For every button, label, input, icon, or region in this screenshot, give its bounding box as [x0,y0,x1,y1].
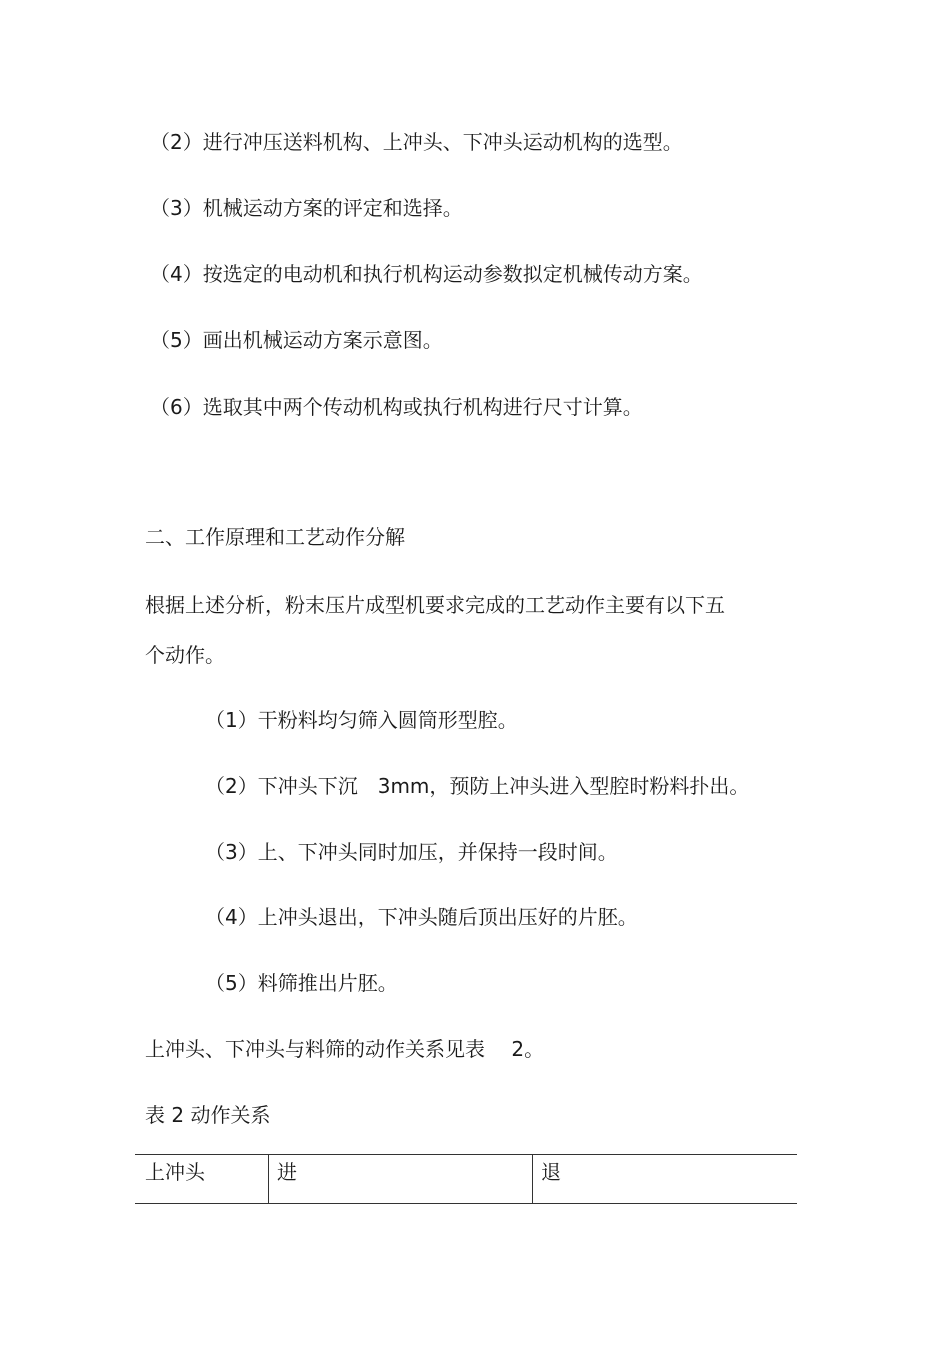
task-item-3: （3）机械运动方案的评定和选择。 [150,196,463,220]
section-heading: 二、工作原理和工艺动作分解 [145,525,405,549]
intro-paragraph-line-1: 根据上述分析，粉末压片成型机要求完成的工艺动作主要有以下五 [145,593,725,617]
table-divider [532,1155,533,1203]
task-item-2: （2）进行冲压送料机构、上冲头、下冲头运动机构的选型。 [150,130,683,154]
intro-paragraph-line-2: 个动作。 [145,643,225,667]
action-item-3: （3）上、下冲头同时加压，并保持一段时间。 [205,840,618,864]
action-item-1: （1）干粉料均匀筛入圆筒形型腔。 [205,708,518,732]
action-item-4: （4）上冲头退出，下冲头随后顶出压好的片胚。 [205,905,638,929]
task-item-6: （6）选取其中两个传动机构或执行机构进行尺寸计算。 [150,395,643,419]
table-cell-label: 上冲头 [145,1160,205,1184]
action-relation-table [135,1154,797,1204]
task-item-5: （5）画出机械运动方案示意图。 [150,328,443,352]
table-cell-advance: 进 [277,1160,297,1184]
table-caption: 表 2 动作关系 [145,1103,271,1127]
task-item-4: （4）按选定的电动机和执行机构运动参数拟定机械传动方案。 [150,262,703,286]
table-cell-retreat: 退 [541,1160,561,1184]
action-item-2: （2）下冲头下沉 3mm，预防上冲头进入型腔时粉料扑出。 [205,774,750,798]
action-item-5: （5）料筛推出片胚。 [205,971,398,995]
relation-note: 上冲头、下冲头与料筛的动作关系见表 2。 [145,1037,545,1061]
table-divider [268,1155,269,1203]
